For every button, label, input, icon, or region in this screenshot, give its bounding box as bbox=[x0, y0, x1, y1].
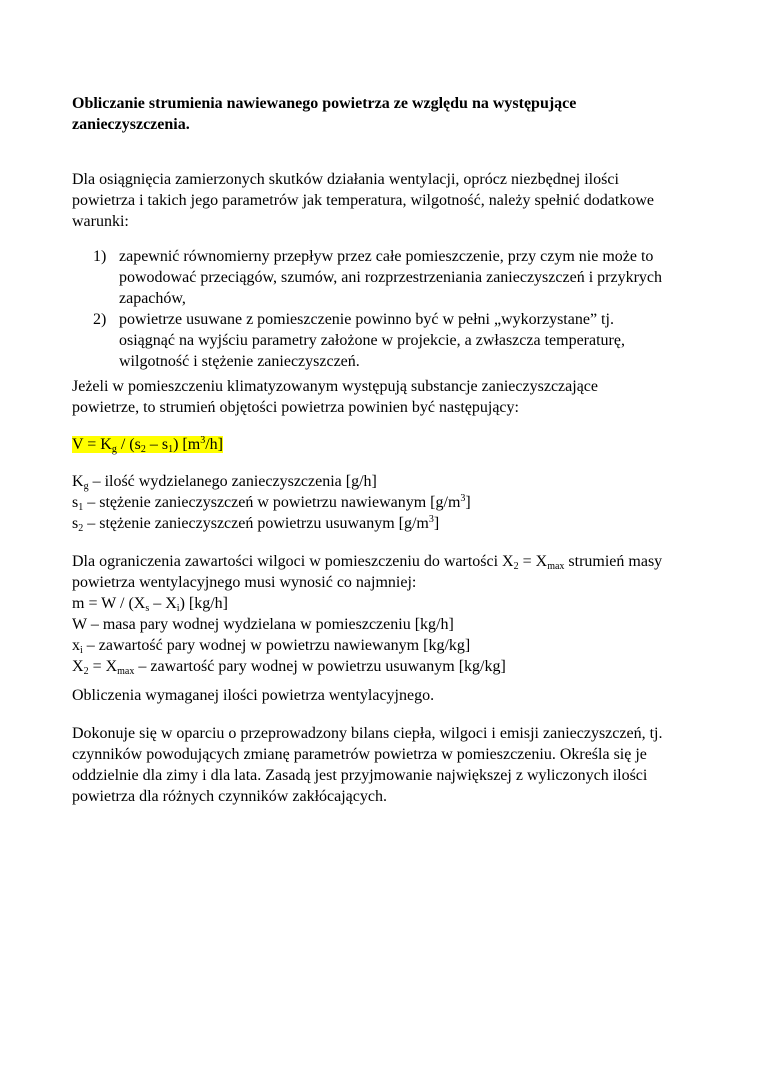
list-number: 1) bbox=[93, 248, 107, 265]
intro-paragraph: Dla osiągnięcia zamierzonych skutków działania wentylacji, oprócz niezbędnej ilości powietrza i takich jego parametrów jak temperatura, wilgotność, należy spełnić dodatkowe warunki: bbox=[72, 171, 655, 230]
calculations-paragraph: Dokonuje się w oparciu o przeprowadzony bilans ciepła, wilgoci i emisji zanieczyszczeń, tj. czynników powodujących zmianę parametrów powietrza w pomieszczeniu. Określa się je oddzielnie dla zimy i dla lata. Zasadą jest przyjmowanie największej z wyliczonych ilości powietrza dla różnych czynników zakłócających. bbox=[72, 725, 663, 805]
document-title: Obliczanie strumienia nawiewanego powietrza ze względu na występujące zanieczyszczenia. bbox=[72, 95, 577, 133]
definition-kg: $K_g$ – ilość wydzielanego zanieczyszczenia [g/h] bbox=[72, 473, 377, 492]
definition-xi: $x_i$ – zawartość pary wodnej w powietrzu nawiewanym [kg/kg] bbox=[72, 637, 471, 656]
definition-x2: $X_2 = X_{max}$ – zawartość pary wodnej w powietrzu usuwanym [kg/kg] bbox=[72, 658, 506, 677]
calculations-heading: Obliczenia wymaganej ilości powietrza wentylacyjnego. bbox=[72, 687, 435, 704]
definition-s2: $s_2$ – stężenie zanieczyszczeń powietrzu usuwanym $[g/m^3]$ bbox=[72, 514, 440, 534]
humidity-paragraph: Dla ograniczenia zawartości wilgoci w pomieszczeniu do wartości $X_2 = X_{max}$ strumień masy powietrza wentylacyjnego musi wynosić co najmniej: $m = W / (X_s - X_i)$ [kg/h] W – masa pary wodnej wydzielana w pomieszczeniu [kg/h] $x_i$ – zawartość pary wodnej w powietrzu nawiewanym [kg/kg] $X_2 = X_{max}$ – zawartość pary wodnej w powietrzu usuwanym [kg/kg] bbox=[72, 551, 712, 677]
conditions-list bbox=[93, 246, 713, 372]
volume-flow-formula bbox=[72, 434, 712, 455]
list-number: 2) bbox=[93, 311, 107, 328]
definition-w: W – masa pary wodnej wydzielana w pomieszczeniu [kg/h] bbox=[72, 616, 454, 633]
substances-paragraph: Jeżeli w pomieszczeniu klimatyzowanym występują substancje zanieczyszczające powietrze, to strumień objętości powietrza powinien być następujący: bbox=[72, 378, 598, 416]
volume-flow-definitions bbox=[72, 471, 712, 534]
list-item: 2) powietrze usuwane z pomieszczenie powinno być w pełni „wykorzystane” tj. osiągnąć na wyjściu parametry założone w projekcie, a zwłaszcza temperaturę, wilgotność i stężenie zanieczyszczeń. bbox=[93, 311, 625, 370]
definition-s1: $s_1$ – stężenie zanieczyszczeń w powietrzu nawiewanym $[g/m^3]$ bbox=[72, 493, 471, 513]
highlighted-formula: $V = K_g / (s_2 - s_1)$ $[m^3/h]$ bbox=[72, 435, 223, 455]
list-item: 1) zapewnić równomierny przepływ przez całe pomieszczenie, przy czym nie może to powodować przeciągów, szumów, ani rozprzestrzeniania zanieczyszczeń i przykrych zapachów, bbox=[93, 248, 662, 307]
mass-flow-formula: $m = W / (X_s - X_i)$ [kg/h] bbox=[72, 595, 229, 614]
